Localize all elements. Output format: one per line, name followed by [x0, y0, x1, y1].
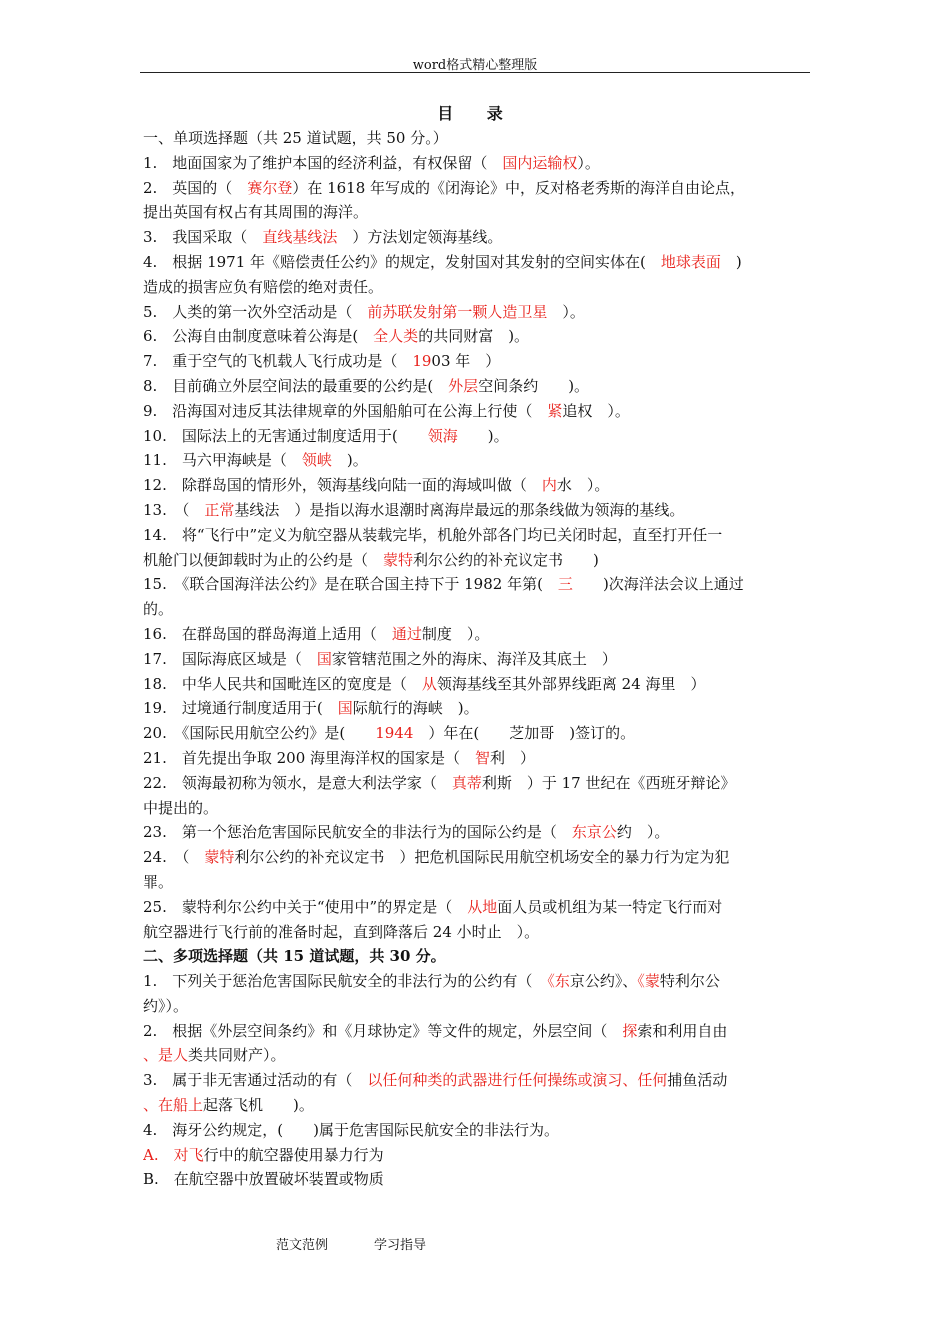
question-text: 二、多项选择题（共 15 道试题，共 30 分。 [143, 947, 446, 966]
question-text: )。 [457, 426, 509, 445]
question-text: ）方法划定领海基线。 [337, 228, 503, 247]
question-text: 捕鱼活动 [667, 1071, 728, 1090]
answer-text: 、在船上 [143, 1096, 204, 1115]
question-text: 的共同财富 )。 [418, 327, 530, 346]
question-line [143, 275, 811, 300]
question-line [143, 473, 811, 498]
question-line [143, 548, 811, 573]
answer-text: 外层 [448, 376, 479, 395]
answer-text: 紧 [547, 401, 563, 420]
question-line [143, 200, 811, 225]
question-line [143, 176, 811, 201]
question-line [143, 324, 811, 349]
answer-text: 、是人 [143, 1046, 189, 1065]
question-text: 21. 首先提出争取 200 海里海洋权的国家是（ [143, 748, 476, 767]
question-line [143, 820, 811, 845]
answer-text: 直线基线法 [262, 228, 338, 247]
question-text: 1. 下列关于惩治危害国际民航安全的非法行为的公约有（ [143, 972, 548, 991]
question-text: 9. 沿海国对违反其法律规章的外国船舶可在公海上行使（ [143, 401, 548, 420]
question-text: 京公约》、 [569, 972, 638, 991]
question-text: 3. 属于非无害通过活动的有（ [143, 1071, 368, 1090]
question-text: 利斯 ）于 17 世纪在《西班牙辩论》 [481, 773, 736, 792]
question-text: ）。 [577, 153, 600, 172]
question-line [143, 969, 811, 994]
question-text: ) [720, 252, 742, 271]
question-text: 特利尔公 [659, 972, 720, 991]
question-text: 类共同财产）。 [188, 1046, 286, 1065]
question-text: 12. 除群岛国的情形外，领海基线向陆一面的海域叫做（ [143, 476, 542, 495]
question-line [143, 895, 811, 920]
answer-text: 前苏联发射第一颗人造卫星 [367, 302, 548, 321]
answer-text: 国 [337, 699, 353, 718]
question-text: 行中的航空器使用暴力行为 [203, 1145, 384, 1164]
question-line [143, 746, 811, 771]
question-line [143, 721, 811, 746]
answer-text: 蒙特 [383, 550, 414, 569]
answer-text: 全人类 [373, 327, 419, 346]
question-text: ）在 1618 年写成的《闭海论》中，反对格老秀斯的海洋自由论点， [292, 178, 746, 197]
question-text: 11. 马六甲海峡是（ [143, 451, 302, 470]
question-text: 24. （ [143, 848, 205, 867]
question-line [143, 523, 811, 548]
question-text: 面人员或机组为某一特定飞行而对 [497, 897, 723, 916]
question-line [143, 672, 811, 697]
answer-text: 国 [316, 649, 332, 668]
question-line [143, 572, 811, 597]
question-text: 4. 海牙公约规定，( )属于危害国际民航安全的非法行为。 [143, 1120, 560, 1139]
document-content [143, 101, 811, 1192]
answer-text: 真蒂 [451, 773, 482, 792]
question-text: 利尔公约的补充议定书 ）把危机国际民用航空机场安全的暴力行为定为犯 [234, 848, 730, 867]
answer-text: 蒙特 [204, 848, 235, 867]
footer-left: 范文范例 [276, 1238, 329, 1253]
question-text: B. 在航空器中放置破坏装置或物质 [143, 1170, 384, 1189]
question-text: 23. 第一个惩治危害国际民航安全的非法行为的国际公约是（ [143, 823, 572, 842]
question-line [143, 870, 811, 895]
question-text: 10. 国际法上的无害通过制度适用于( [143, 426, 428, 445]
question-line [143, 994, 811, 1019]
question-text: 起落飞机 )。 [203, 1096, 314, 1115]
question-line [143, 225, 811, 250]
question-text: 中提出的。 [143, 798, 219, 817]
header-rule [140, 72, 810, 73]
question-text: 造成的损害应负有赔偿的绝对责任。 [143, 277, 384, 296]
answer-text: 1944 [375, 724, 414, 743]
question-text: 20. 《国际民用航空公约》是( [143, 724, 376, 743]
question-text: ）。 [547, 302, 585, 321]
question-line [143, 300, 811, 325]
question-text: 19. 过境通行制度适用于( [143, 699, 338, 718]
question-text: 基线法 ）是指以海水退潮时离海岸最远的那条线做为领海的基线。 [234, 500, 685, 519]
question-text: 机舱门以便卸载时为止的公约是（ [143, 550, 384, 569]
question-text: 1. 地面国家为了维护本国的经济利益，有权保留（ [143, 153, 503, 172]
answer-text: 智 [475, 748, 491, 767]
answer-text: 《东 [547, 972, 570, 991]
question-text: 的。 [143, 600, 174, 619]
question-text: ）年在( 芝加哥 )签订的。 [413, 724, 636, 743]
question-text: 提出英国有权占有其周围的海洋。 [143, 203, 369, 222]
question-line [143, 151, 811, 176]
question-line [143, 796, 811, 821]
question-text: 罪。 [143, 872, 174, 891]
answer-text: 三 [557, 575, 573, 594]
toc-title: 目 录 [437, 104, 517, 123]
question-line [143, 448, 811, 473]
question-line [143, 647, 811, 672]
question-text: 3. 我国采取（ [143, 228, 263, 247]
question-line [143, 920, 811, 945]
answer-text: 通过 [391, 624, 422, 643]
question-text: 家管辖范围之外的海床、海洋及其底土 ） [331, 649, 617, 668]
question-text: 制度 ）。 [421, 624, 490, 643]
question-text: 利 ） [490, 748, 536, 767]
answer-text: 19 [412, 352, 432, 371]
question-line [143, 845, 811, 870]
question-text: )次海洋法会议上通过 [572, 575, 744, 594]
question-line [143, 597, 811, 622]
question-text: 追权 ）。 [562, 401, 630, 420]
answer-text: 领海 [427, 426, 458, 445]
question-text: 领海基线至其外部界线距离 24 海里 ） [436, 674, 706, 693]
question-text: 2. 英国的（ [143, 178, 248, 197]
question-text: 25. 蒙特利尔公约中关于“使用中”的界定是（ [143, 897, 468, 916]
answer-text: 以任何种类的武器进行任何操练或演习、任何 [367, 1071, 668, 1090]
question-line [143, 1093, 811, 1118]
question-line [143, 622, 811, 647]
question-text: 13. （ [143, 500, 205, 519]
answer-text: A. [143, 1145, 174, 1164]
question-line [143, 696, 811, 721]
answer-text: 国内运输权 [502, 153, 578, 172]
footer-right: 学习指导 [374, 1238, 427, 1253]
question-text: 航空器进行飞行前的准备时起，直到降落后 24 小时止 ）。 [143, 922, 540, 941]
question-line [143, 1043, 811, 1068]
question-text: 17. 国际海底区域是（ [143, 649, 317, 668]
section-heading [143, 944, 811, 969]
question-text: 14. 将“飞行中”定义为航空器从装载完毕，机舱外部各门均已关闭时起，直至打开任一 [143, 525, 723, 544]
question-text: 18. 中华人民共和国毗连区的宽度是（ [143, 674, 422, 693]
answer-text: 东京公 [571, 823, 617, 842]
question-text: 22. 领海最初称为领水，是意大利法学家（ [143, 773, 452, 792]
question-line [143, 250, 811, 275]
question-line [143, 349, 811, 374]
question-text: )。 [331, 451, 368, 470]
question-list [143, 126, 811, 1192]
answer-text: 《蒙 [637, 972, 660, 991]
answer-text: 赛尔登 [247, 178, 293, 197]
question-line [143, 1118, 811, 1143]
answer-text: 正常 [204, 500, 235, 519]
answer-text: 从地 [467, 897, 498, 916]
question-text: 7. 重于空气的飞机载人飞行成功是（ [143, 352, 413, 371]
answer-text: 对飞 [173, 1145, 204, 1164]
question-line [143, 399, 811, 424]
question-line [143, 1068, 811, 1093]
question-text: 际航行的海峡 )。 [352, 699, 479, 718]
question-line [143, 1019, 811, 1044]
question-line [143, 1143, 811, 1168]
question-text: 水 ）。 [556, 476, 610, 495]
question-line [143, 1167, 811, 1192]
question-text: 8. 目前确立外层空间法的最重要的公约是( [143, 376, 449, 395]
question-text: 03 年 ） [431, 352, 501, 371]
question-line [143, 374, 811, 399]
answer-text: 内 [541, 476, 557, 495]
question-text: 空间条约 )。 [478, 376, 590, 395]
question-line [143, 498, 811, 523]
question-text: 4. 根据 1971 年《赔偿责任公约》的规定，发射国对其发射的空间实体在( [143, 252, 661, 271]
question-text: 约 ）。 [616, 823, 670, 842]
question-text: 索和利用自由 [637, 1021, 728, 1040]
question-text: 15. 《联合国海洋法公约》是在联合国主持下于 1982 年第( [143, 575, 558, 594]
answer-text: 从 [421, 674, 437, 693]
question-text: 一、单项选择题（共 25 道试题，共 50 分。） [143, 129, 448, 147]
answer-text: 探 [622, 1021, 638, 1040]
question-text: 5. 人类的第一次外空活动是（ [143, 302, 368, 321]
question-line [143, 424, 811, 449]
page-header: word格式精心整理版 [412, 58, 538, 73]
question-text: 16. 在群岛国的群岛海道上适用（ [143, 624, 392, 643]
answer-text: 地球表面 [660, 252, 721, 271]
question-text: 6. 公海自由制度意味着公海是( [143, 327, 374, 346]
question-line [143, 771, 811, 796]
section-heading [143, 126, 811, 151]
question-text: 2. 根据《外层空间条约》和《月球协定》等文件的规定，外层空间（ [143, 1021, 623, 1040]
answer-text: 领峡 [301, 451, 332, 470]
question-text: 利尔公约的补充议定书 ) [413, 550, 599, 569]
question-text: 约》）。 [143, 996, 189, 1015]
